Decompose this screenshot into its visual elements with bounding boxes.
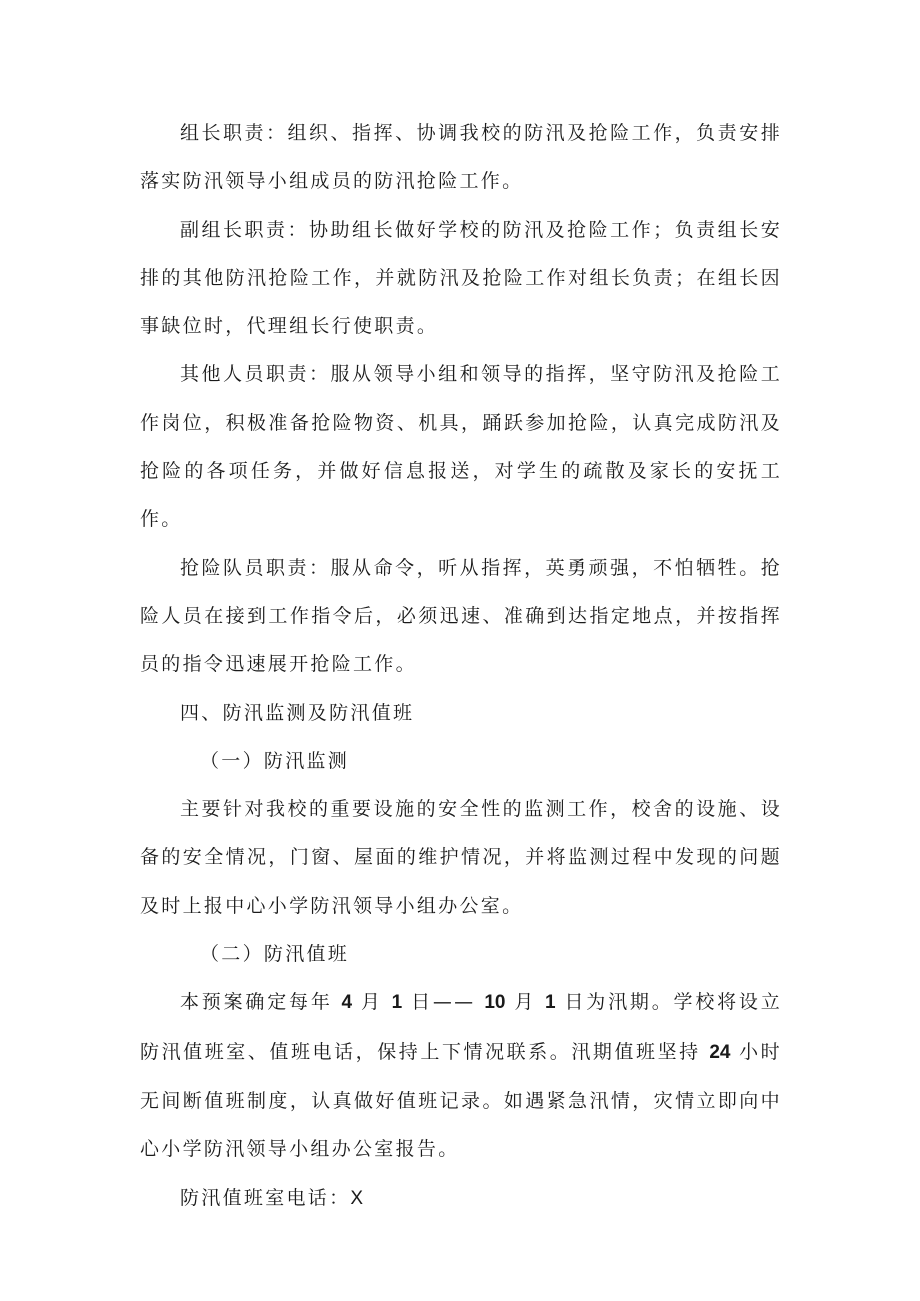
subsection-heading-duty: （二）防汛值班: [200, 943, 350, 966]
text-fragment: 日为汛期。学校将设立防汛值班室、值班电话，保持上下情况联系。汛期值班坚持: [140, 991, 783, 1063]
number-end-day: 1: [545, 992, 556, 1014]
duty-phone-value: X: [350, 1187, 364, 1209]
number-hours: 24: [709, 1041, 731, 1063]
paragraph-other-staff-duties: 其他人员职责：服从领导小组和领导的指挥，坚守防汛及抢险工作岗位，积极准备抢险物资、机具，踊跃参加抢险，认真完成防汛及抢险的各项任务，并做好信息报送，对学生的疏散及家长的安抚工作。: [140, 363, 782, 531]
number-end-month: 10: [484, 992, 506, 1014]
duty-phone-label: 防汛值班室电话：: [180, 1186, 351, 1209]
paragraph-monitoring: 主要针对我校的重要设施的安全性的监测工作，校舍的设施、设备的安全情况，门窗、屋面的维护情况，并将监测过程中发现的问题及时上报中心小学防汛领导小组办公室。: [140, 798, 782, 917]
number-start-day: 1: [391, 992, 403, 1014]
number-start-month: 4: [341, 992, 353, 1014]
text-fragment: 小时无间断值班制度，认真做好值班记录。如遇紧急汛情，灾情立即向中心小学防汛领导小组办公室报告。: [140, 1040, 782, 1161]
paragraph-leader-duties: 组长职责：组织、指挥、协调我校的防汛及抢险工作，负责安排落实防汛领导小组成员的防汛抢险工作。: [140, 122, 782, 193]
text-fragment: 月: [514, 991, 537, 1014]
text-fragment: 本预案确定每年: [180, 991, 333, 1014]
paragraph-rescue-team-duties: 抢险队员职责：服从命令，听从指挥，英勇顽强，不怕牺牲。抢险人员在接到工作指令后，必须迅速、准确到达指定地点，并按指挥员的指令迅速展开抢险工作。: [140, 556, 782, 676]
document-page: [140, 109, 782, 1223]
section-heading-monitoring-and-duty: 四、防汛监测及防汛值班: [180, 701, 415, 724]
duty-phone-line: [140, 1174, 782, 1223]
text-fragment: 日——: [411, 991, 476, 1014]
text-fragment: 月: [360, 991, 383, 1014]
paragraph-flood-season-duty: [140, 978, 782, 1173]
paragraph-deputy-leader-duties: 副组长职责：协助组长做好学校的防汛及抢险工作；负责组长安排的其他防汛抢险工作，并就防汛及抢险工作对组长负责；在组长因事缺位时，代理组长行使职责。: [140, 218, 782, 338]
subsection-heading-monitoring: （一）防汛监测: [200, 749, 350, 772]
